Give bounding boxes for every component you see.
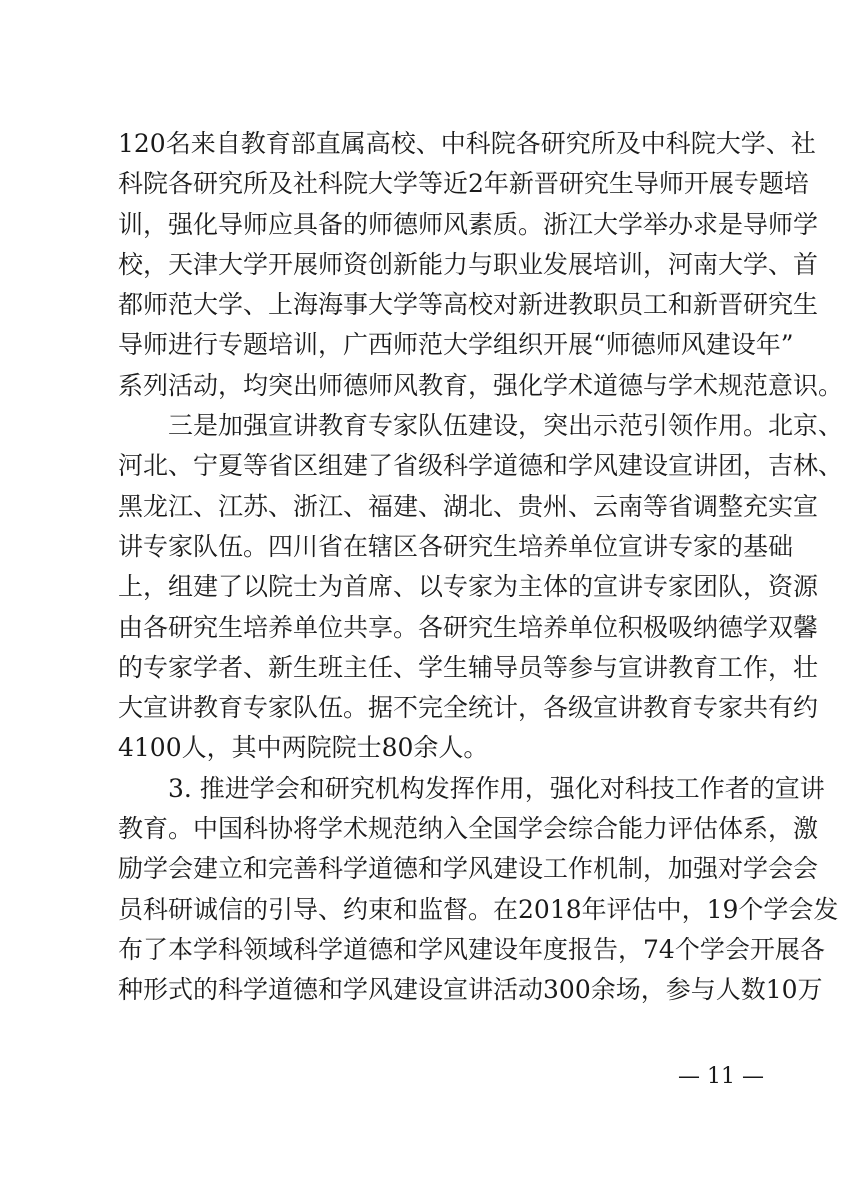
text-line: 布了本学科领域科学道德和学风建设年度报告，74个学会开展各 — [118, 934, 825, 964]
text-line: 训，强化导师应具备的师德师风素质。浙江大学举办求是导师学 — [118, 209, 819, 239]
page-number: — 11 — — [678, 1064, 764, 1089]
text-line: 校，天津大学开展师资创新能力与职业发展培训，河南大学、首 — [118, 249, 819, 279]
text-line: 教育。中国科协将学术规范纳入全国学会综合能力评估体系，激 — [118, 814, 819, 844]
body-text — [118, 124, 844, 1011]
text-line: 励学会建立和完善科学道德和学风建设工作机制，加强对学会会 — [118, 854, 819, 884]
text-line: 三是加强宣讲教育专家队伍建设，突出示范引领作用。北京、 — [168, 411, 844, 441]
text-line: 导师进行专题培训，广西师范大学组织开展“师德师风建设年” — [118, 330, 794, 360]
text-line: 黑龙江、江苏、浙江、福建、湖北、贵州、云南等省调整充实宣 — [118, 491, 819, 521]
text-line: 的专家学者、新生班主任、学生辅导员等参与宣讲教育工作，壮 — [118, 652, 819, 682]
text-line: 由各研究生培养单位共享。各研究生培养单位积极吸纳德学双馨 — [118, 612, 819, 642]
text-line: 120名来自教育部直属高校、中科院各研究所及中科院大学、社 — [118, 129, 816, 158]
text-line: 员科研诚信的引导、约束和监督。在2018年评估中，19个学会发 — [118, 894, 839, 924]
text-line: 讲专家队伍。四川省在辖区各研究生培养单位宣讲专家的基础 — [118, 531, 794, 561]
text-line: 科院各研究所及社科院大学等近2年新晋研究生导师开展专题培 — [118, 169, 809, 199]
text-line: 上，组建了以院士为首席、以专家为主体的宣讲专家团队，资源 — [118, 572, 819, 602]
section-heading-line: 3. 推进学会和研究机构发挥作用，强化对科技工作者的宣讲 — [168, 773, 825, 803]
text-line: 系列活动，均突出师德师风教育，强化学术道德与学术规范意识。 — [118, 370, 844, 400]
text-line: 4100人，其中两院院士80余人。 — [118, 733, 489, 763]
text-line: 都师范大学、上海海事大学等高校对新进教职员工和新晋研究生 — [118, 290, 819, 320]
text-line: 大宣讲教育专家队伍。据不完全统计，各级宣讲教育专家共有约 — [118, 693, 819, 723]
text-line: 种形式的科学道德和学风建设宣讲活动300余场，参与人数10万 — [118, 975, 823, 1005]
text-line: 河北、宁夏等省区组建了省级科学道德和学风建设宣讲团，吉林、 — [118, 451, 844, 481]
